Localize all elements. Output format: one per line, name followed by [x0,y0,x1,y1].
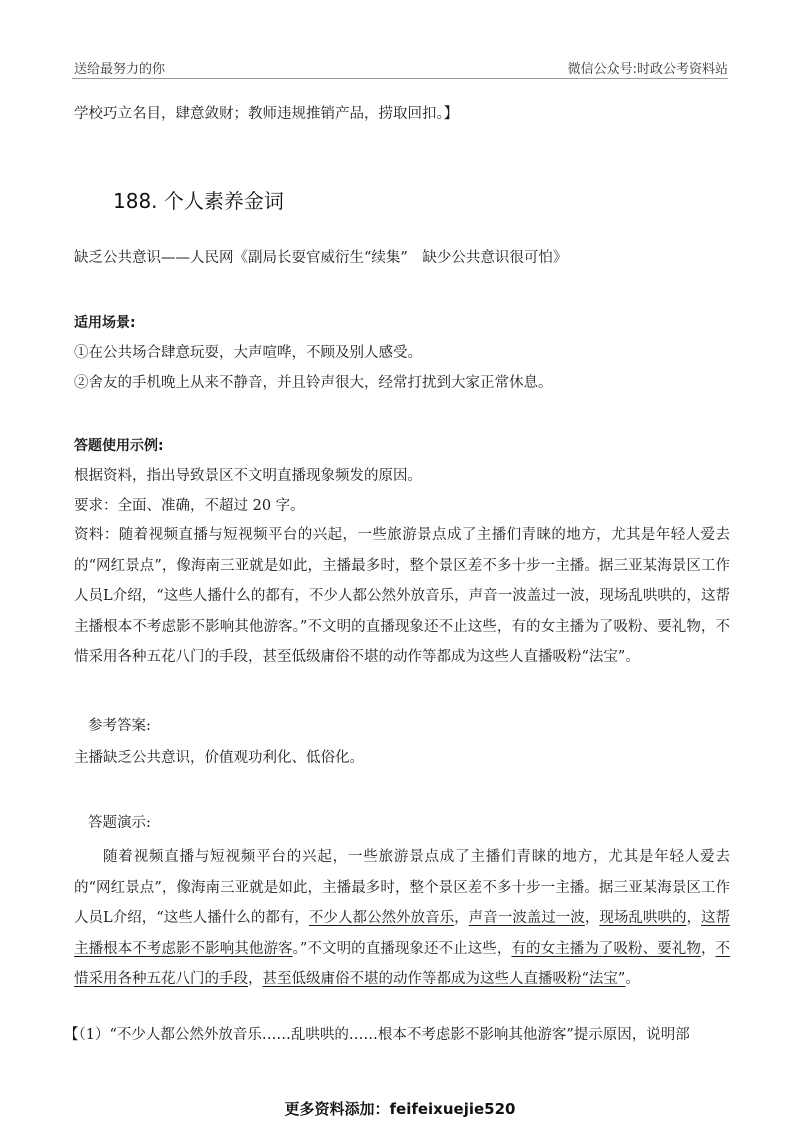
header-divider [72,78,728,79]
underlined-phrase: 现场乱哄哄的 [599,910,687,926]
footer: 更多资料添加：feifeixuejie520 [284,1100,516,1118]
scenarios-heading: 适用场景: [74,315,136,331]
underlined-phrase: 不少人都公然外放音乐 [308,910,455,926]
underlined-phrase: 甚至低级庸俗不堪的动作等都成为这些人直播吸粉“法宝” [262,971,626,987]
section-title: 188. 个人素养金词 [113,189,284,213]
underlined-phrase: 这帮主播根本不考虑影不影响其他游客 [74,910,731,957]
underlined-phrase: 不惜采用各种五花八门的手段 [74,940,731,987]
header-right: 微信公众号:时政公考资料站 [567,62,728,77]
scenario-item: ②舍友的手机晚上从来不静音，并且铃声很大，经常打扰到大家正常休息。 [74,375,553,391]
example-requirement: 要求：全面、准确，不超过 20 字。 [74,498,305,514]
underlined-phrase: 声音一波盖过一波 [468,910,585,926]
example-material: 资料：随着视频直播与短视频平台的兴起，一些旅游景点成了主播们青睐的地方，尤其是年轻人爱去的“网红景点”，像海南三亚就是如此，主播最多时，整个景区差不多十步一主播。据三亚某海景区工作人员L介绍，“这些人播什么的都有，不少人都公然外放音乐，声音一波盖过一波，现场乱哄哄的，这帮主播根本不考虑影不影响其他游客。”不文明的直播现象还不止这些，有的女主播为了吸粉、要礼物，不惜采用各种五花八门的手段，甚至低级庸俗不堪的动作等都成为这些人直播吸粉“法宝”。 [74,527,730,665]
example-question: 根据资料，指出导致景区不文明直播现象频发的原因。 [74,468,422,484]
demo-paragraph: 随着视频直播与短视频平台的兴起，一些旅游景点成了主播们青睐的地方，尤其是年轻人爱去的“网红景点”，像海南三亚就是如此，主播最多时，整个景区差不多十步一主播。据三亚某海景区工作人员L介绍，“这些人播什么的都有，不少人都公然外放音乐，声音一波盖过一波，现场乱哄哄的，这帮主播根本不考虑影不影响其他游客。”不文明的直播现象还不止这些，有的女主播为了吸粉、要礼物，不惜采用各种五花八门的手段，甚至低级庸俗不堪的动作等都成为这些人直播吸粉“法宝”。 [74,849,731,987]
underlined-phrase: 有的女主播为了吸粉、要礼物 [511,940,701,957]
demo-heading: 答题演示: [88,815,151,831]
scenario-item: ①在公共场合肆意玩耍，大声喧哗，不顾及别人感受。 [74,345,422,361]
example-heading: 答题使用示例: [74,438,164,454]
answer-heading: 参考答案: [88,718,151,734]
demo-note: 【（1）“不少人都公然外放音乐……乱哄哄的……根本不考虑影不影响其他游客”提示原因，说明部 [64,1027,690,1043]
source-line: 缺乏公共意识——人民网《副局长耍官威衍生“续集” 缺少公共意识很可怕》 [74,250,568,266]
answer-text: 主播缺乏公共意识，价值观功利化、低俗化。 [74,750,364,766]
intro-line: 学校巧立名目，肆意敛财；教师违规推销产品，捞取回扣。】 [74,106,459,122]
header-left: 送给最努力的你 [74,62,166,77]
